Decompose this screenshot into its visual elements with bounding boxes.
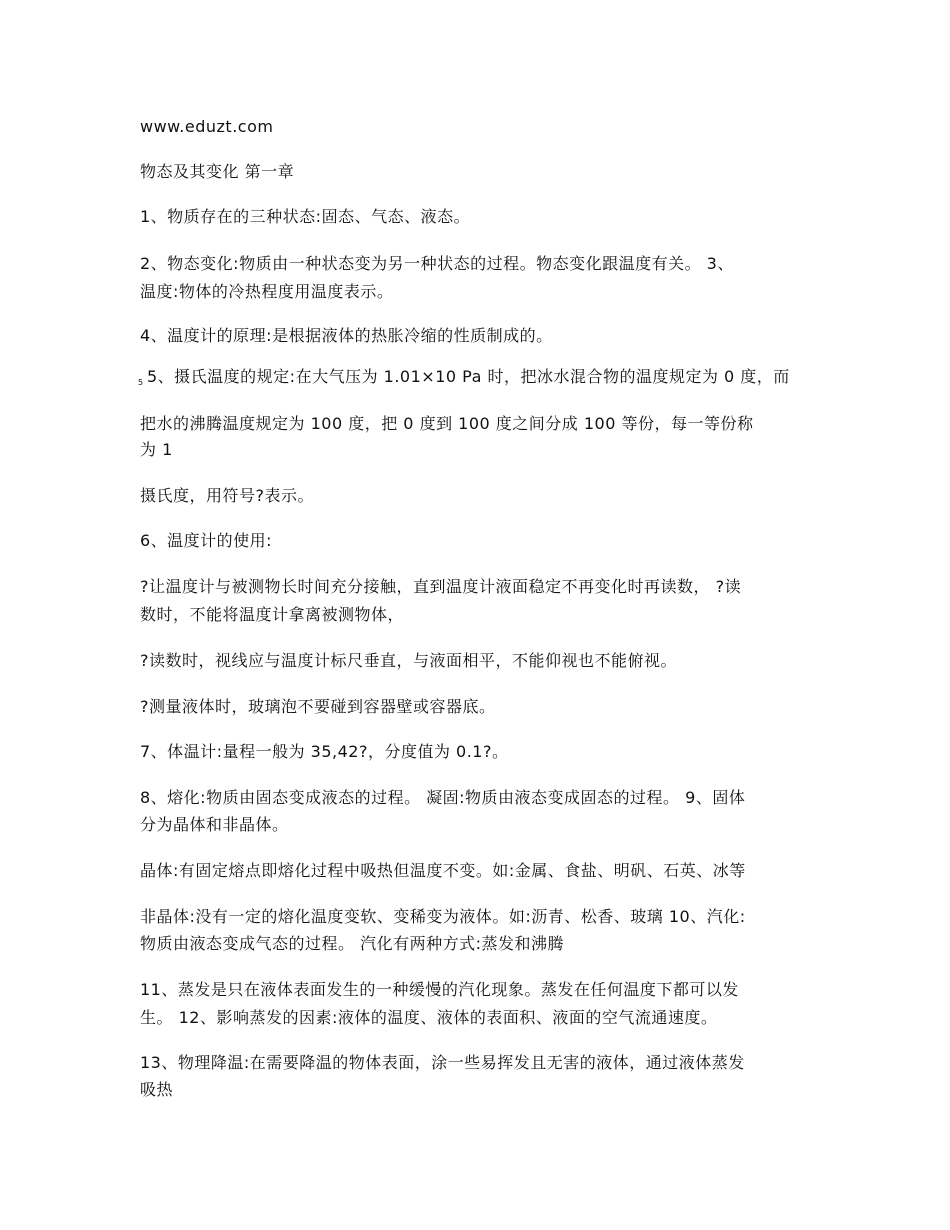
paragraph-line: 摄氏度，用符号?表示。 — [140, 486, 314, 505]
paragraph-line: 6、温度计的使用: — [140, 531, 273, 550]
superscript-marker — [138, 364, 144, 390]
paragraph-line: 13、物理降温:在需要降温的物体表面，涂一些易挥发且无害的液体，通过液体蒸发 — [140, 1053, 745, 1072]
paragraph-line: 非晶体:没有一定的熔化温度变软、变稀变为液体。如:沥青、松香、玻璃 10、汽化: — [140, 907, 746, 926]
paragraph-line: 物质由液态变成气态的过程。 汽化有两种方式:蒸发和沸腾 — [140, 934, 564, 953]
document-title: 物态及其变化 第一章 — [140, 162, 295, 181]
paragraph-line: 为 1 — [140, 440, 173, 459]
paragraph-line: ?测量液体时，玻璃泡不要碰到容器壁或容器底。 — [140, 697, 496, 716]
website-url: www.eduzt.com — [140, 117, 274, 136]
superscript-five: 5 — [138, 378, 144, 387]
paragraph-line: 分为晶体和非晶体。 — [140, 815, 289, 834]
paragraph-line: ?让温度计与被测物长时间充分接触，直到温度计液面稳定不再变化时再读数， ?读 — [140, 577, 742, 596]
paragraph-line: 1、物质存在的三种状态:固态、气态、液态。 — [140, 207, 471, 226]
paragraph-line: 生。 12、影响蒸发的因素:液体的温度、液体的表面积、液面的空气流通速度。 — [140, 1008, 718, 1027]
paragraph-line: 8、熔化:物质由固态变成液态的过程。 凝固:物质由液态变成固态的过程。 9、固体 — [140, 788, 746, 807]
paragraph-line: 7、体温计:量程一般为 35,42?，分度值为 0.1?。 — [140, 742, 509, 761]
paragraph-line: 吸热 — [140, 1080, 174, 1099]
paragraph-line: 5、摄氏温度的规定:在大气压为 1.01×10 Pa 时，把冰水混合物的温度规定为 0 度，而 — [147, 367, 790, 386]
paragraph-line: 2、物态变化:物质由一种状态变为另一种状态的过程。物态变化跟温度有关。 3、 — [140, 254, 734, 273]
paragraph-line: ?读数时，视线应与温度计标尺垂直，与液面相平，不能仰视也不能俯视。 — [140, 651, 677, 670]
paragraph-line: 4、温度计的原理:是根据液体的热胀冷缩的性质制成的。 — [140, 326, 553, 345]
paragraph-line: 温度:物体的冷热程度用温度表示。 — [140, 282, 394, 301]
paragraph-line: 把水的沸腾温度规定为 100 度，把 0 度到 100 度之间分成 100 等份，每一等份称 — [140, 414, 754, 433]
paragraph-line: 数时，不能将温度计拿离被测物体， — [140, 605, 405, 624]
paragraph-line: 晶体:有固定熔点即熔化过程中吸热但温度不变。如:金属、食盐、明矾、石英、冰等 — [140, 861, 746, 880]
paragraph-line: 11、蒸发是只在液体表面发生的一种缓慢的汽化现象。蒸发在任何温度下都可以发 — [140, 980, 739, 999]
